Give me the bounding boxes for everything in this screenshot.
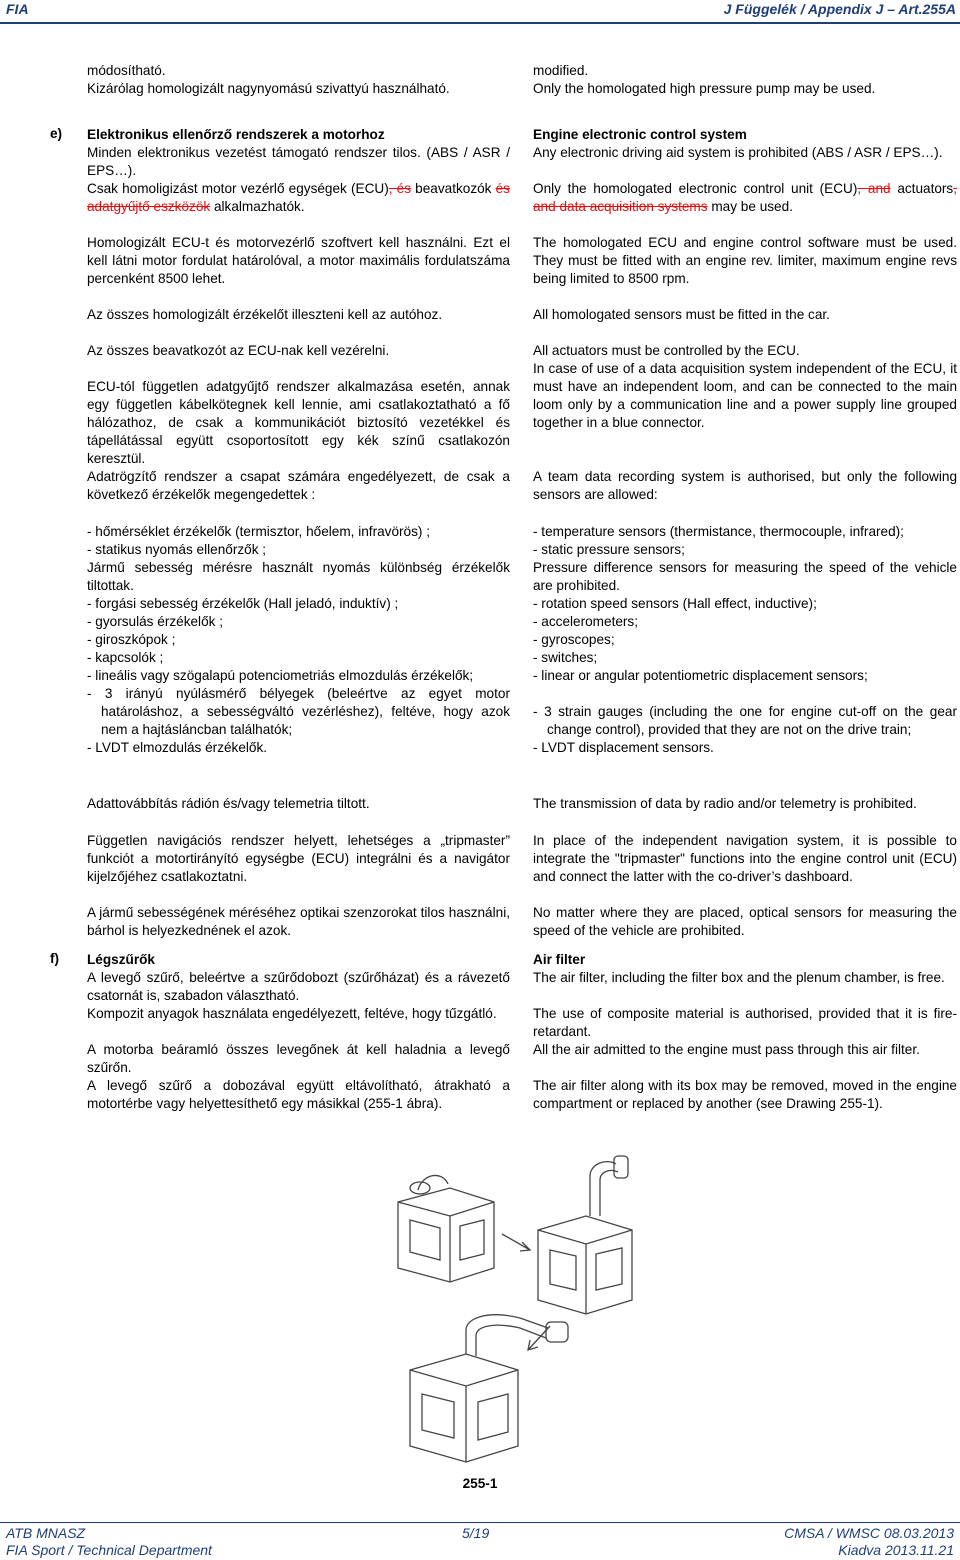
en-e-p8: The transmission of data by radio and/or telemetry is prohibited. (533, 796, 917, 811)
section-f-marker: f) (50, 951, 60, 966)
list-item: - kapcsolók ; (87, 650, 164, 665)
hu-f-title: Légszűrők (87, 952, 155, 967)
footer-right-2: Kiadva 2013.11.21 (838, 1542, 954, 1558)
engine-block-illustration-1 (398, 1175, 494, 1282)
hu-sensor-list (87, 523, 510, 757)
list-item: - forgási sebesség érzékelők (Hall jeladó, induktív) ; (87, 596, 399, 611)
footer-right-1: CMSA / WMSC 08.03.2013 (784, 1525, 954, 1541)
hu-intro: módosítható. Kizárólag homologizált nagynyomású szivattyú használható. (87, 63, 450, 96)
list-item: Jármű sebesség mérésre használt nyomás különbség érzékelők tiltottak. (87, 560, 510, 593)
list-item: - rotation speed sensors (Hall effect, inductive); (533, 596, 817, 611)
list-item: - hőmérséklet érzékelők (termisztor, hőelem, infravörös) ; (87, 524, 430, 539)
en-sensor-list (533, 523, 957, 757)
arrow-icon (502, 1234, 530, 1250)
en-intro: modified. Only the homologated high pressure pump may be used. (533, 63, 876, 96)
footer-rule (0, 1522, 960, 1523)
hu-e-p6: ECU-tól független adatgyűjtő rendszer alkalmazása esetén, annak egy független kábelkötegnek kell lennie, ami csatlakoztatható a fő hálózathoz, de csak a kommunikációt biztosító vezetékkel és tápellátással együtt csoportosított egy kék színű csatlakozón keresztül. (87, 379, 510, 466)
header-right: J Függelék / Appendix J – Art.255A (723, 1, 956, 17)
list-item: - linear or angular potentiometric displacement sensors; (533, 668, 868, 683)
hungarian-column (87, 0, 510, 1150)
en-e-p3: The homologated ECU and engine control software must be used. They must be fitted with an engine rev. limiter, maximum engine revs being limited to 8500 rpm. (533, 235, 957, 286)
en-e-p5: All actuators must be controlled by the ECU. (533, 343, 800, 358)
footer-left-2: FIA Sport / Technical Department (6, 1542, 212, 1558)
list-item: - gyroscopes; (533, 632, 615, 647)
drawing-air-filter-255-1 (370, 1150, 670, 1470)
en-e-p9: In place of the independent navigation system, it is possible to integrate the "tripmaster" functions into the engine control unit (ECU) and connect the latter with the co-driver’s dashboard. (533, 833, 957, 884)
en-e-p10: No matter where they are placed, optical sensors for measuring the speed of the vehicle are prohibited. (533, 905, 957, 938)
list-item: - 3 irányú nyúlásmérő bélyegek (beleértve az egyet motor határoláshoz, a sebességváltó vezérléshez), feltéve, hogy azok nem a hajtásláncban találhatók; (87, 686, 510, 737)
header-left: FIA (6, 1, 29, 17)
hu-e-p9: Független navigációs rendszer helyett, lehetséges a „tripmaster” funkciót a motortirányító egységbe (ECU) integrálni és a navigátor kijelzőjéhez csatlakoztatni. (87, 833, 510, 884)
hu-e-p5: Az összes beavatkozót az ECU-nak kell vezérelni. (87, 343, 390, 358)
hu-e-p3: Homologizált ECU-t és motorvezérlő szoftvert kell használni. Ezt el kell látni motor fordulat határolóval, a motor maximális fordulatszáma percenként 8500 lehet. (87, 235, 510, 286)
english-column (533, 0, 957, 1150)
section-e-marker: e) (50, 126, 63, 141)
list-item: Pressure difference sensors for measuring the speed of the vehicle are prohibited. (533, 560, 957, 593)
hu-e-p8: Adattovábbítás rádión és/vagy telemetria tiltott. (87, 796, 370, 811)
hu-deleted-text: és adatgyűjtő eszközök (87, 181, 510, 214)
en-e-p7: A team data recording system is authorised, but only the following sensors are allowed: (533, 469, 957, 502)
en-e-p2: Only the homologated electronic control unit (ECU), and actuators, and data acquisition systems may be used. (533, 181, 958, 214)
hu-e-p2: Csak homoligizást motor vezérlő egységek (ECU), és beavatkozók és adatgyűjtő eszközök alkalmazhatók. (87, 181, 510, 214)
list-item: - gyorsulás érzékelők ; (87, 614, 223, 629)
hu-e-p10: A jármű sebességének méréséhez optikai szenzorokat tilos használni, bárhol is helyezkednének el azok. (87, 905, 510, 938)
figure-caption: 255-1 (462, 1476, 498, 1491)
page-footer (0, 1522, 960, 1560)
footer-page-number: 5/19 (462, 1525, 490, 1541)
en-deleted-text: , and data acquisition systems (533, 181, 958, 214)
hu-e-p1: Minden elektronikus vezetést támogató rendszer tilos. (ABS / ASR / EPS…). (87, 145, 510, 178)
list-item: - accelerometers; (533, 614, 639, 629)
hu-e-p4: Az összes homologizált érzékelőt illeszteni kell az autóhoz. (87, 307, 443, 322)
en-e-title: Engine electronic control system (533, 127, 747, 142)
list-item: - temperature sensors (thermistance, thermocouple, infrared); (533, 524, 904, 539)
footer-left-1: ATB MNASZ (6, 1525, 86, 1541)
en-f-p4: The air filter along with its box may be removed, moved in the engine compartment or replaced by another (see Drawing 255-1). (533, 1078, 957, 1111)
en-f-p1: The air filter, including the filter box and the plenum chamber, is free. (533, 970, 945, 985)
en-e-p6: In case of use of a data acquisition system independent of the ECU, it must have an independent loom, and can be connected to the main loom only by a communication line and a power supply line grouped together in a blue connector. (533, 361, 957, 430)
list-item: - LVDT displacement sensors. (533, 740, 714, 755)
en-deleted-text: , and (857, 181, 891, 196)
engine-block-illustration-2 (538, 1156, 632, 1314)
en-e-p1: Any electronic driving aid system is prohibited (ABS / ASR / EPS…). (533, 145, 943, 160)
list-item: - static pressure sensors; (533, 542, 685, 557)
list-item: - giroszkópok ; (87, 632, 176, 647)
list-item: - LVDT elmozdulás érzékelők. (87, 740, 268, 755)
hu-f-p4: A levegő szűrő a dobozával együtt eltávolítható, átrakható a motortérbe vagy helyettesíthető egy másikkal (255-1 ábra). (87, 1078, 510, 1111)
list-item: - 3 strain gauges (including the one for engine cut-off on the gear change control), provided that they are not on the drive train; (533, 704, 957, 737)
en-f-p3: All the air admitted to the engine must pass through this air filter. (533, 1042, 920, 1057)
hu-f-p2: Kompozit anyagok használata engedélyezett, feltéve, hogy tűzgátló. (87, 1006, 497, 1021)
hu-e-p7: Adatrögzítő rendszer a csapat számára engedélyezett, de csak a következő érzékelők megengedettek : (87, 469, 510, 502)
hu-f-p3: A motorba beáramló összes levegőnek át kell haladnia a levegő szűrőn. (87, 1042, 510, 1075)
list-item: - switches; (533, 650, 598, 665)
list-item: - lineális vagy szögalapú potenciometriás elmozdulás érzékelők; (87, 668, 474, 683)
en-f-title: Air filter (533, 952, 586, 967)
hu-f-p1: A levegő szűrő, beleértve a szűrődobozt (szűrőházat) és a rávezető csatornát is, szabadon választható. (87, 970, 510, 1003)
hu-e-title: Elektronikus ellenőrző rendszerek a motorhoz (87, 127, 385, 142)
en-e-p4: All homologated sensors must be fitted in the car. (533, 307, 830, 322)
list-item: - statikus nyomás ellenőrzők ; (87, 542, 267, 557)
en-f-p2: The use of composite material is authorised, provided that it is fire-retardant. (533, 1006, 957, 1039)
hu-deleted-text: , és (388, 181, 412, 196)
engine-block-illustration-3 (410, 1315, 568, 1462)
